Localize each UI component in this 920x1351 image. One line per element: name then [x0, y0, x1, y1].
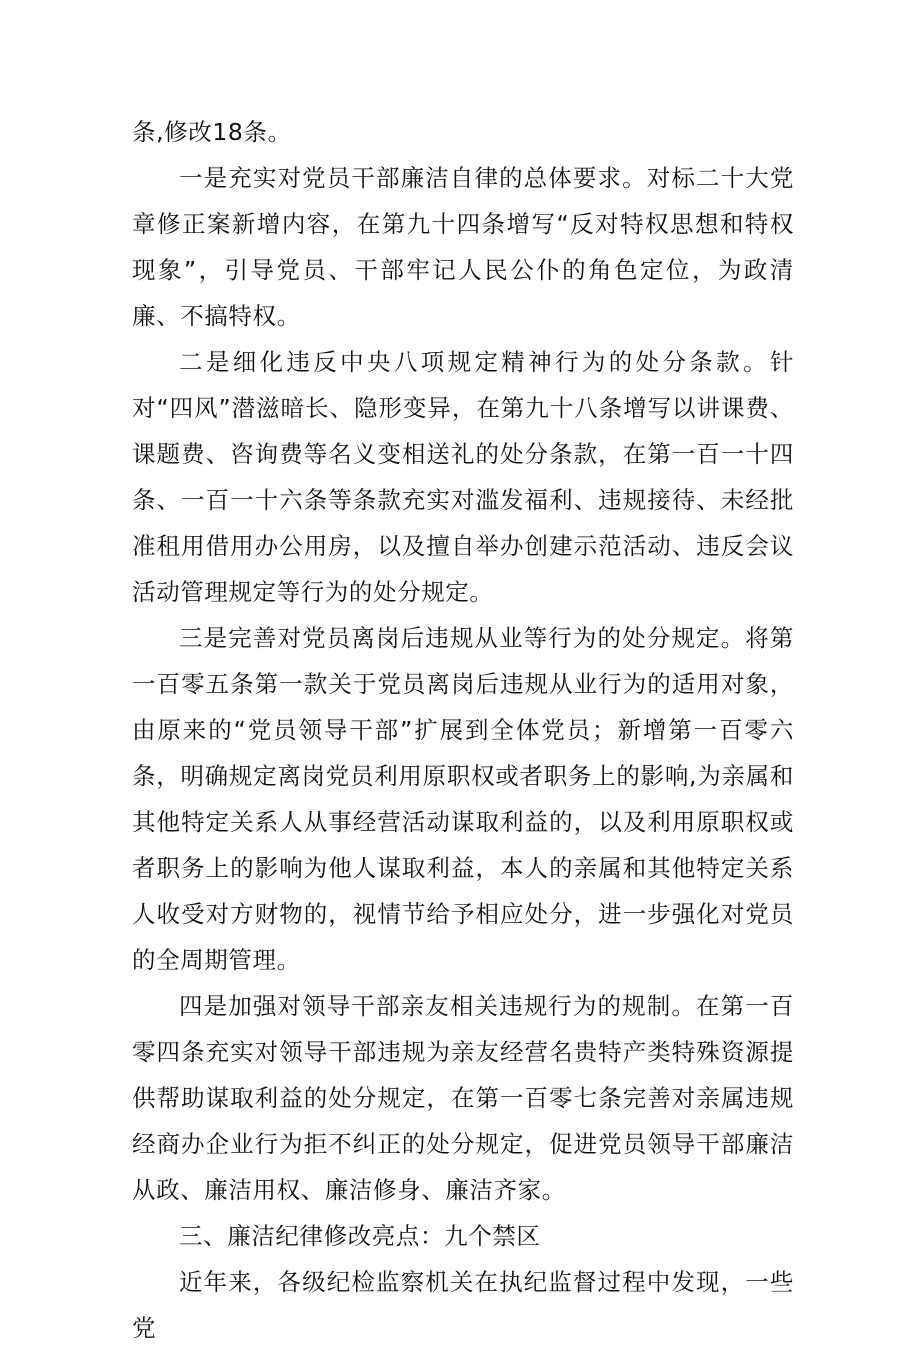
section-heading: 三、廉洁纪律修改亮点：九个禁区 — [179, 1222, 541, 1250]
paragraph-point-two: 二是细化违反中央八项规定精神行为的处分条款。针对“四风”潜滋暗长、隐形变异，在第九十八条增写以讲课费、课题费、咨询费等名义变相送礼的处分条款，在第一百一十四条、一百一十六条等条款充实对滥发福利、违规接待、未经批准租用借用办公用房，以及擅自举办创建示范活动、违反会议活动管理规定等行为的处分规定。 — [132, 348, 794, 606]
paragraph-point-four: 四是加强对领导干部亲友相关违规行为的规制。在第一百零四条充实对领导干部违规为亲友经营名贵特产类特殊资源提供帮助谋取利益的处分规定，在第一百零七条完善对亲属违规经商办企业行为拒不纠正的处分规定，促进党员领导干部廉洁从政、廉洁用权、廉洁修身、廉洁齐家。 — [132, 992, 794, 1204]
paragraph-point-one: 一是充实对党员干部廉洁自律的总体要求。对标二十大党章修正案新增内容，在第九十四条增写“反对特权思想和特权现象”，引导党员、干部牢记人民公仆的角色定位，为政清廉、不搞特权。 — [132, 164, 794, 330]
paragraph-continuation: 条,修改18条。 — [132, 118, 292, 146]
paragraph-section-intro: 近年来，各级纪检监察机关在执纪监督过程中发现，一些党 — [132, 1268, 794, 1342]
paragraph-point-three: 三是完善对党员离岗后违规从业等行为的处分规定。将第一百零五条第一款关于党员离岗后违规从业行为的适用对象，由原来的“党员领导干部”扩展到全体党员；新增第一百零六条，明确规定离岗党员利用原职权或者职务上的影响,为亲属和其他特定关系人从事经营活动谋取利益的，以及利用原职权或者职务上的影响为他人谋取利益，本人的亲属和其他特定关系人收受对方财物的，视情节给予相应处分，进一步强化对党员的全周期管理。 — [132, 624, 794, 974]
document-body — [132, 109, 794, 1351]
